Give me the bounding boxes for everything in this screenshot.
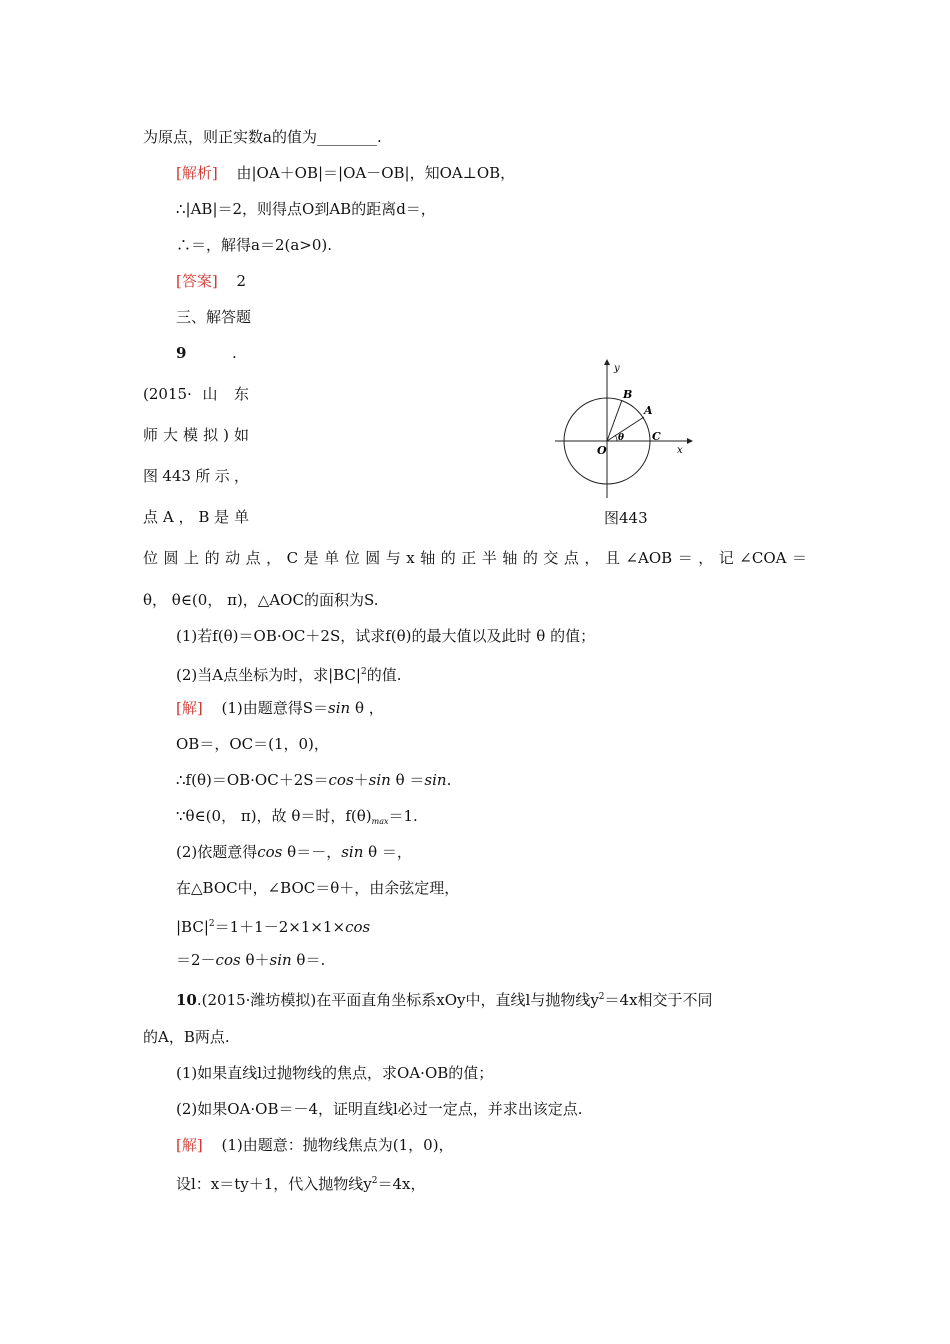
p10-s2-tail: ＝4x， bbox=[377, 1175, 426, 1193]
p9-s8-cos: cos bbox=[215, 951, 241, 969]
label-b: B bbox=[623, 388, 633, 401]
section-heading: 三、解答题 bbox=[176, 308, 252, 326]
p9-s3-plus: ＋ bbox=[353, 771, 369, 789]
p9-s4-tail: ＝1. bbox=[388, 807, 418, 825]
p10-s2-sup: 2 bbox=[371, 1176, 378, 1186]
p10-solution-tag: [解] bbox=[176, 1136, 203, 1154]
p9-s1-sin: sin bbox=[328, 699, 351, 717]
p9-number: 9 bbox=[176, 344, 187, 362]
p9-s3-sin: sin bbox=[368, 771, 391, 789]
p10-question-1: (1)如果直线l过抛物线的焦点，求OA·OB的值； bbox=[176, 1064, 494, 1082]
p8-analysis-line bbox=[176, 163, 515, 183]
unit-circle-figure bbox=[555, 358, 695, 503]
p9-solution-line-8 bbox=[176, 950, 325, 970]
p8-analysis-text: 由|OA＋OB|＝|OA－OB|，知OA⊥OB， bbox=[236, 164, 516, 182]
p9-q2-tail: 的值. bbox=[366, 666, 402, 684]
p8-line-3: ∴|AB|＝2，则得点O到AB的距离d＝， bbox=[176, 200, 436, 218]
label-o: O bbox=[597, 444, 607, 457]
p9-intro-3: 图443所示， bbox=[143, 467, 249, 485]
y-axis-arrow-icon bbox=[604, 359, 610, 365]
p8-line-1: 为原点，则正实数a的值为________. bbox=[143, 128, 382, 146]
p8-line-4: ∴＝，解得a＝2(a>0). bbox=[176, 236, 333, 254]
x-axis-arrow-icon bbox=[687, 438, 693, 444]
p10-stem-tail: ＝4x相交于不同 bbox=[604, 991, 713, 1009]
p9-s3-cos: cos bbox=[328, 771, 354, 789]
p9-question-2 bbox=[176, 662, 401, 685]
p9-s4-sub: max bbox=[371, 817, 389, 826]
p10-s1-text: (1)由题意：抛物线焦点为(1，0)， bbox=[221, 1136, 454, 1154]
p9-question-1: (1)若f(θ)＝OB·OC＋2S，试求f(θ)的最大值以及此时 θ 的值； bbox=[176, 627, 596, 645]
p9-s8-tail: θ＝. bbox=[291, 951, 326, 969]
p9-intro-1: (2015· 山 东 bbox=[143, 385, 249, 403]
label-c: C bbox=[652, 430, 661, 443]
p9-s8-mid: θ＋ bbox=[240, 951, 270, 969]
solution-tag: [解] bbox=[176, 699, 203, 717]
label-a: A bbox=[644, 404, 653, 417]
p9-s7-cos: cos bbox=[345, 918, 371, 936]
p9-stem-line-2: θ， θ∈(0， π)，△AOC的面积为S. bbox=[143, 591, 379, 609]
p9-s8-sin: sin bbox=[269, 951, 292, 969]
answer-tag: [答案] bbox=[176, 272, 218, 290]
p9-solution-line-1 bbox=[176, 698, 384, 718]
p9-q2-sup: 2 bbox=[360, 667, 367, 677]
label-x: x bbox=[677, 445, 683, 456]
p10-s2-text: 设l：x＝ty＋1，代入抛物线y bbox=[176, 1175, 372, 1193]
p10-stem-line-2: 的A，B两点. bbox=[143, 1028, 230, 1046]
p9-q2-text: (2)当A点坐标为时，求|BC| bbox=[176, 666, 361, 684]
p10-solution-line-1 bbox=[176, 1135, 454, 1155]
p9-s1-tail: θ ， bbox=[350, 699, 384, 717]
p9-number-dot: . bbox=[232, 344, 237, 362]
p8-answer-value: 2 bbox=[236, 272, 247, 290]
angle-arc bbox=[615, 435, 617, 441]
p10-number: 10 bbox=[176, 991, 197, 1009]
p9-s1-text: (1)由题意得S＝ bbox=[221, 699, 329, 717]
segment-oa bbox=[607, 417, 644, 441]
p9-s7-text: |BC| bbox=[176, 918, 209, 936]
p9-s5-mid: θ＝－， bbox=[282, 843, 342, 861]
p10-solution-line-2 bbox=[176, 1171, 426, 1194]
p9-intro-4: 点A，B是单 bbox=[143, 508, 249, 526]
figure-caption: 图443 bbox=[604, 509, 648, 527]
p8-answer-line bbox=[176, 271, 246, 291]
label-theta: θ bbox=[618, 433, 625, 443]
p9-solution-line-7 bbox=[176, 914, 370, 937]
p10-question-2: (2)如果OA·OB＝－4，证明直线l必过一定点，并求出该定点. bbox=[176, 1100, 583, 1118]
p9-s5-cos: cos bbox=[257, 843, 283, 861]
p9-s5-sin: sin bbox=[341, 843, 364, 861]
p9-solution-line-6: 在△BOC中，∠BOC＝θ＋，由余弦定理， bbox=[176, 879, 460, 897]
p9-solution-line-5 bbox=[176, 842, 412, 862]
p9-s7-sup: 2 bbox=[208, 919, 215, 929]
p9-s3-tail: . bbox=[446, 771, 452, 789]
p9-s3-mid: θ ＝ bbox=[390, 771, 425, 789]
p10-stem-text: .(2015·潍坊模拟)在平面直角坐标系xOy中，直线l与抛物线y bbox=[196, 991, 599, 1009]
label-y: y bbox=[614, 363, 620, 374]
p9-s3-text: ∴f(θ)＝OB·OC＋2S＝ bbox=[176, 771, 329, 789]
p9-solution-line-3 bbox=[176, 770, 451, 790]
p9-s3-sin2: sin bbox=[424, 771, 447, 789]
p9-s7-mid: ＝1＋1－2×1×1× bbox=[214, 918, 346, 936]
p9-s8-text: ＝2－ bbox=[176, 951, 216, 969]
p9-s4-text: ∵θ∈(0， π)，故 θ＝时，f(θ) bbox=[176, 807, 372, 825]
p9-stem-line-1: 位圆上的动点，C是单位圆与x轴的正半轴的交点，且∠AOB＝，记∠COA＝ bbox=[143, 549, 807, 567]
p9-solution-line-4 bbox=[176, 806, 418, 832]
analysis-tag: [解析] bbox=[176, 164, 218, 182]
p9-s5-text: (2)依题意得 bbox=[176, 843, 258, 861]
p9-intro-2: 师大模拟)如 bbox=[143, 426, 249, 444]
p10-stem-sup: 2 bbox=[598, 992, 605, 1002]
p10-stem-line-1 bbox=[176, 987, 713, 1010]
p9-solution-line-2: OB＝，OC＝(1，0)， bbox=[176, 735, 329, 753]
p9-s5-tail: θ ＝， bbox=[363, 843, 412, 861]
